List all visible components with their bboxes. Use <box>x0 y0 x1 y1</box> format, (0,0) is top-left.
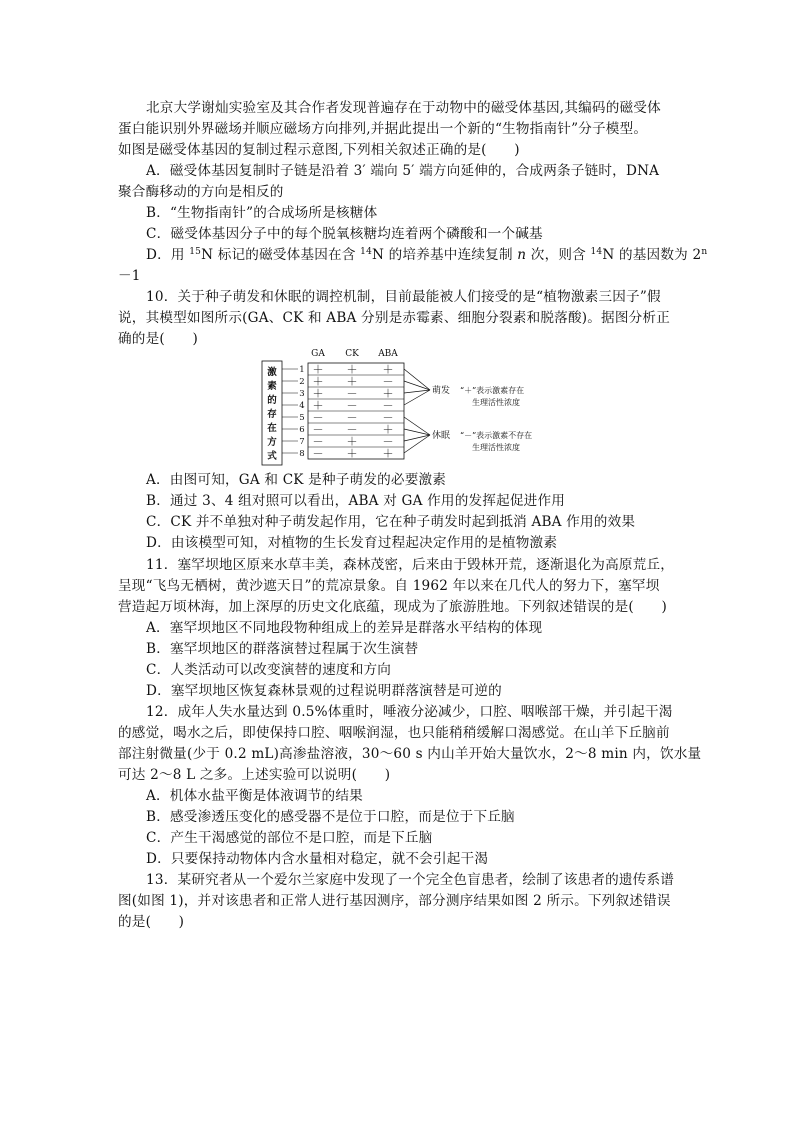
q12-option-b: B．感受渗透压变化的感受器不是位于口腔，而是位于下丘脑 <box>146 809 515 825</box>
table-cell-sign: － <box>312 423 324 436</box>
dormant-label: 休眠 <box>432 431 451 441</box>
q11-option-d: D．塞罕坝地区恢复森林景观的过程说明群落演替是可逆的 <box>146 683 502 699</box>
q10-option-a: A．由图可知，GA 和 CK 是种子萌发的必要激素 <box>146 472 447 488</box>
q9-stem-line-3: 如图是磁受体基因的复制过程示意图,下列相关叙述正确的是( ) <box>118 142 520 158</box>
table-cell-sign: ＋ <box>346 375 358 388</box>
q13-stem-line-1: 13．某研究者从一个爱尔兰家庭中发现了一个完全色盲患者，绘制了该患者的遗传系谱 <box>146 872 675 888</box>
table-row-number: 3 <box>299 389 305 399</box>
plus-note-line-2: 生理活性浓度 <box>472 398 520 407</box>
q9-option-a-line-1: A．磁受体基因复制时子链是沿着 3′ 端向 5′ 端方向延伸的，合成两条子链时，DNA <box>146 163 660 179</box>
q10-stem-line-1: 10．关于种子萌发和休眠的调控机制，目前最能被人们接受的是“植物激素三因子”假 <box>146 289 661 305</box>
q12-option-a: A．机体水盐平衡是体液调节的结果 <box>146 788 363 804</box>
q10-option-c: C．CK 并不单独对种子萌发起作用，它在种子萌发时起到抵消 ABA 作用的效果 <box>146 514 636 530</box>
q10-option-d: D．由该模型可知，对植物的生长发育过程起决定作用的是植物激素 <box>146 535 558 551</box>
q10-option-b: B．通过 3、4 组对照可以看出，ABA 对 GA 作用的发挥起促进作用 <box>146 493 566 509</box>
table-cell-sign: － <box>382 399 394 412</box>
table-cell-sign: ＋ <box>346 363 358 376</box>
table-cell-sign: － <box>382 375 394 388</box>
q10-stem-line-2: 说，其模型如图所示(GA、CK 和 ABA 分别是赤霉素、细胞分裂素和脱落酸)。据图分析正 <box>118 310 671 326</box>
table-cell-sign: － <box>346 411 358 424</box>
table-row-number: 1 <box>299 365 305 375</box>
table-row-number: 6 <box>299 425 305 435</box>
q9-option-c: C．磁受体基因分子中的每个脱氧核糖均连着两个磷酸和一个碱基 <box>146 226 543 242</box>
table-cell-sign: ＋ <box>346 447 358 460</box>
side-label-char: 激 <box>267 367 277 378</box>
q11-stem-line-3: 营造起万顷林海，加上深厚的历史文化底蕴，现成为了旅游胜地。下列叙述错误的是( ) <box>118 599 667 615</box>
table-cell-sign: － <box>346 423 358 436</box>
q13-stem-line-3: 的是( ) <box>118 914 185 930</box>
q11-stem-line-1: 11．塞罕坝地区原来水草丰美，森林茂密，后来由于毁林开荒，逐渐退化为高原荒丘， <box>146 557 675 573</box>
table-cell-sign: － <box>382 435 394 448</box>
table-cell-sign: ＋ <box>312 399 324 412</box>
table-cell-sign: ＋ <box>312 375 324 388</box>
q11-option-c: C．人类活动可以改变演替的速度和方向 <box>146 662 392 678</box>
q11-option-a: A．塞罕坝地区不同地段物种组成上的差异是群落水平结构的体现 <box>146 620 543 636</box>
q10-stem-line-3: 确的是( ) <box>118 331 198 347</box>
q12-stem-line-2: 的感觉，喝水之后，即使保持口腔、咽喉润湿，也只能稍稍缓解口渴感觉。在山羊下丘脑前 <box>118 725 670 741</box>
side-label-char: 在 <box>267 423 277 434</box>
table-cell-sign: ＋ <box>382 363 394 376</box>
q12-stem-line-4: 可达 2～8 L 之多。上述实验可以说明( ) <box>118 767 391 783</box>
side-label-char: 的 <box>267 395 277 406</box>
arrow-lines <box>404 369 430 453</box>
table-row-number: 7 <box>299 437 305 447</box>
side-label-char: 存 <box>267 409 277 420</box>
col-header-ga: GA <box>311 349 325 359</box>
table-cell-sign: － <box>346 399 358 412</box>
q9-stem-line-2: 蛋白能识别外界磁场并顺应磁场方向排列,并据此提出一个新的“生物指南针”分子模型。 <box>118 121 648 137</box>
q9-option-d-tail: －1 <box>118 268 141 284</box>
table-row-number: 5 <box>299 413 305 423</box>
table-cell-sign: － <box>312 447 324 460</box>
q11-stem-line-2: 呈现“飞鸟无栖树，黄沙遮天日”的荒凉景象。自 1962 年以来在几代人的努力下，塞罕坝 <box>118 578 660 594</box>
table-cell-sign: － <box>382 411 394 424</box>
q9-option-b: B．“生物指南针”的合成场所是核糖体 <box>146 205 378 221</box>
table-cell-sign: ＋ <box>382 447 394 460</box>
table-cell-sign: ＋ <box>312 363 324 376</box>
table-row-number: 2 <box>299 377 305 387</box>
hormone-model-figure <box>258 347 578 467</box>
side-label-char: 式 <box>267 451 277 462</box>
q13-stem-line-2: 图(如图 1)，并对该患者和正常人进行基因测序，部分测序结果如图 2 所示。下列叙述错误 <box>118 893 671 909</box>
q12-stem-line-1: 12．成年人失水量达到 0.5%体重时，唾液分泌减少，口腔、咽喉部干燥，并引起干渴 <box>146 704 673 720</box>
germinate-label: 萌发 <box>432 386 451 396</box>
q9-stem-line-1: 北京大学谢灿实验室及其合作者发现普遍存在于动物中的磁受体基因,其编码的磁受体 <box>146 100 661 116</box>
q9-option-d: D．用 $^{15}$N 标记的磁受体基因在含 $^{14}$N 的培养基中连续复制 n 次，则含 $^{14}$N 的基因数为 2$^n$ <box>146 247 708 263</box>
table-cell-sign: ＋ <box>346 435 358 448</box>
q12-stem-line-3: 部注射微量(少于 0.2 mL)高渗盐溶液，30～60 s 内山羊开始大量饮水，2～8 min 内，饮水量 <box>118 746 702 762</box>
q11-option-b: B．塞罕坝地区的群落演替过程属于次生演替 <box>146 641 419 657</box>
table-row-number: 4 <box>299 401 305 411</box>
col-header-ck: CK <box>345 349 359 359</box>
table-cell-sign: － <box>346 387 358 400</box>
table-cell-sign: ＋ <box>312 387 324 400</box>
table-cell-sign: ＋ <box>382 423 394 436</box>
q9-option-a-line-2: 聚合酶移动的方向是相反的 <box>118 184 284 200</box>
q12-option-c: C．产生干渴感觉的部位不是口腔，而是下丘脑 <box>146 830 433 846</box>
minus-note-line-1: “－”表示激素不存在 <box>460 431 533 440</box>
plus-note-line-1: “＋”表示激素存在 <box>460 386 525 395</box>
minus-note-line-2: 生理活性浓度 <box>472 443 520 452</box>
hormone-table <box>282 363 404 460</box>
table-cell-sign: － <box>312 435 324 448</box>
q12-option-d: D．只要保持动物体内含水量相对稳定，就不会引起干渴 <box>146 851 489 867</box>
table-cell-sign: ＋ <box>382 387 394 400</box>
side-label-char: 素 <box>267 381 277 392</box>
table-cell-sign: － <box>312 411 324 424</box>
col-header-aba: ABA <box>378 349 398 359</box>
side-label-char: 方 <box>267 437 277 448</box>
table-row-number: 8 <box>299 449 305 459</box>
